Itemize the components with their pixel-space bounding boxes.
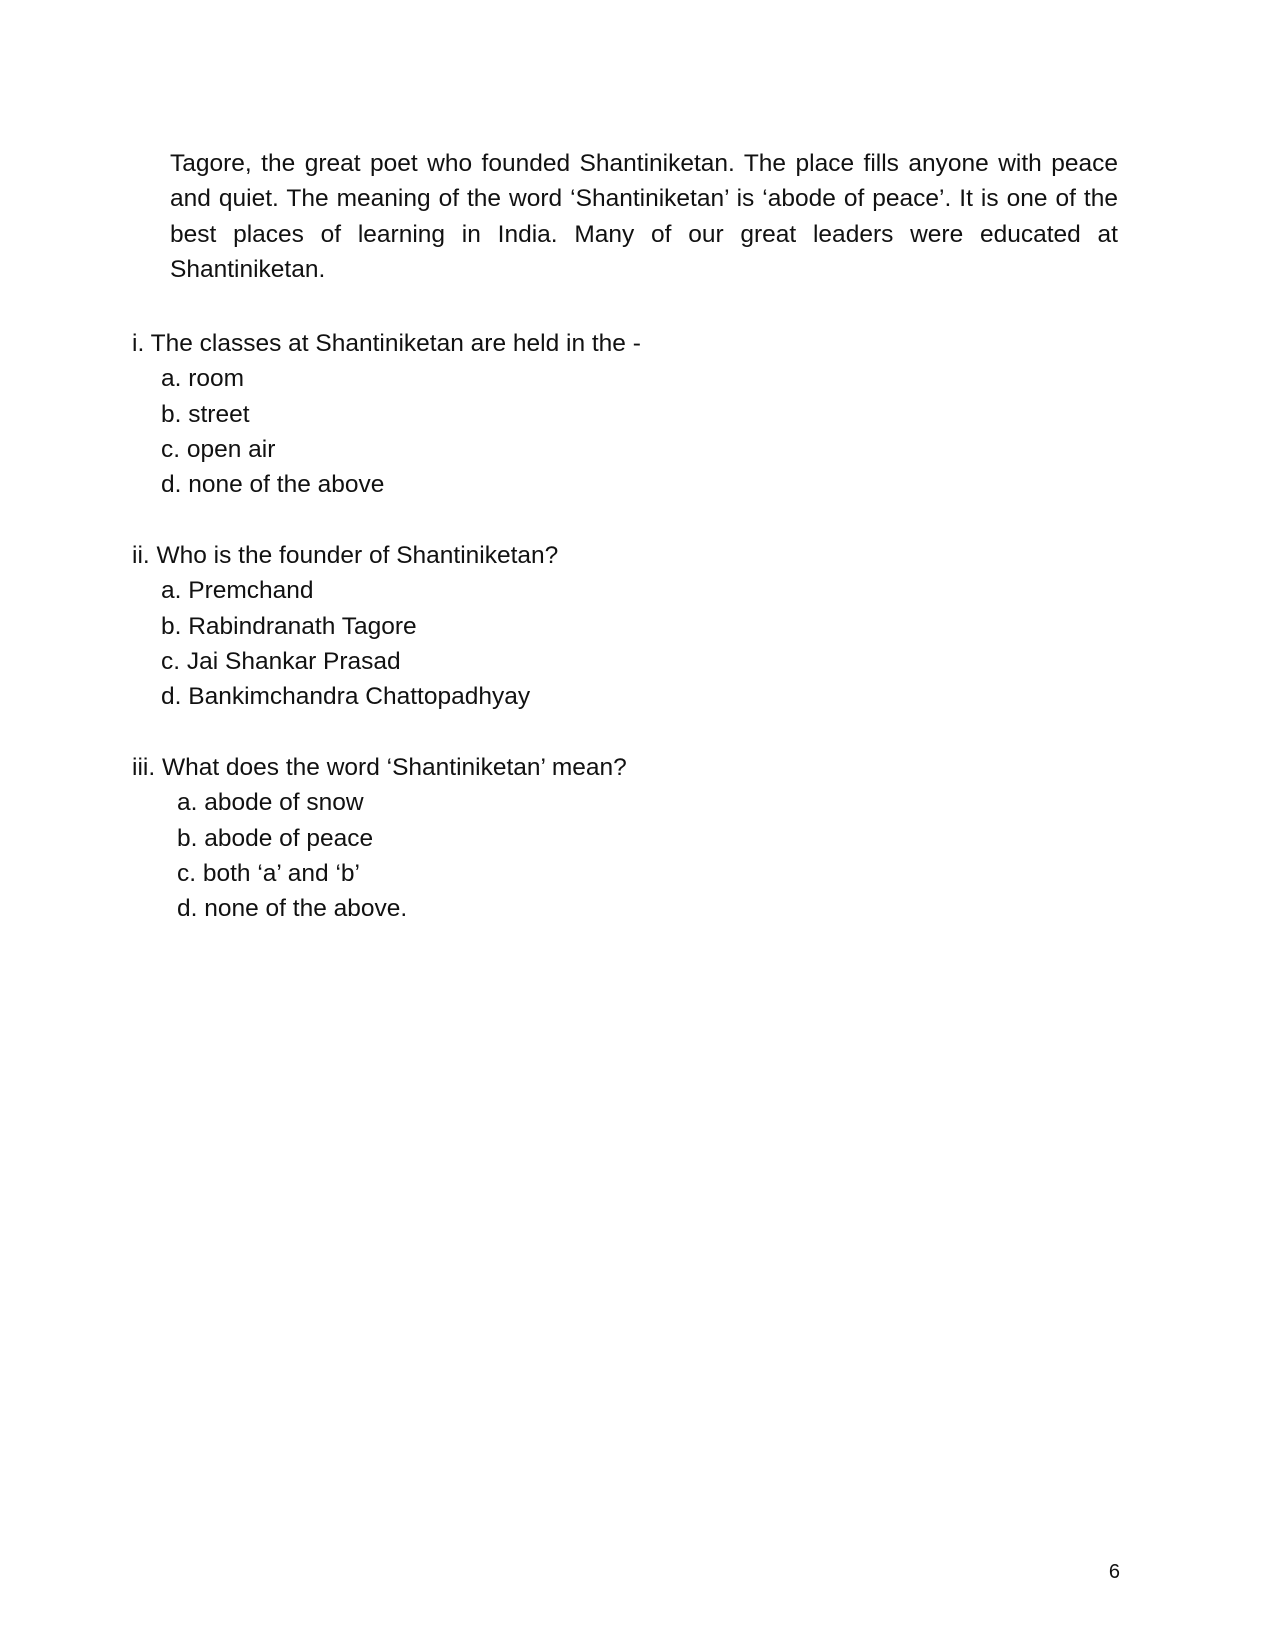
option-item: d. Bankimchandra Chattopadhyay (161, 683, 531, 711)
question-1 (132, 326, 1032, 502)
question-text: i. The classes at Shantiniketan are held in the - (132, 330, 641, 357)
option-list (132, 785, 1032, 926)
question-3 (132, 750, 1032, 926)
option-item: a. abode of snow (177, 789, 364, 817)
question-2 (132, 538, 1032, 714)
passage-paragraph: Tagore, the great poet who founded Shantiniketan. The place fills anyone with peace and quiet. The meaning of the word ‘Shantiniketan’ is ‘abode of peace’. It is one of the best places of learning in India. Many of our great leaders were educated at Shantiniketan. (170, 150, 1118, 283)
option-item: d. none of the above (161, 471, 385, 499)
option-item: a. Premchand (161, 577, 314, 605)
option-item: c. both ‘a’ and ‘b’ (177, 859, 360, 887)
option-item: b. street (161, 400, 250, 428)
option-list (132, 573, 1032, 714)
option-item: a. room (161, 365, 245, 393)
question-text: iii. What does the word ‘Shantiniketan’ mean? (132, 754, 627, 781)
page-number: 6 (1108, 1561, 1120, 1583)
question-text: ii. Who is the founder of Shantiniketan? (132, 542, 559, 569)
option-item: c. Jai Shankar Prasad (161, 647, 401, 675)
option-item: b. abode of peace (177, 824, 374, 852)
option-item: c. open air (161, 435, 276, 463)
option-list (132, 361, 1032, 502)
option-item: b. Rabindranath Tagore (161, 612, 417, 640)
option-item: d. none of the above. (177, 895, 408, 923)
